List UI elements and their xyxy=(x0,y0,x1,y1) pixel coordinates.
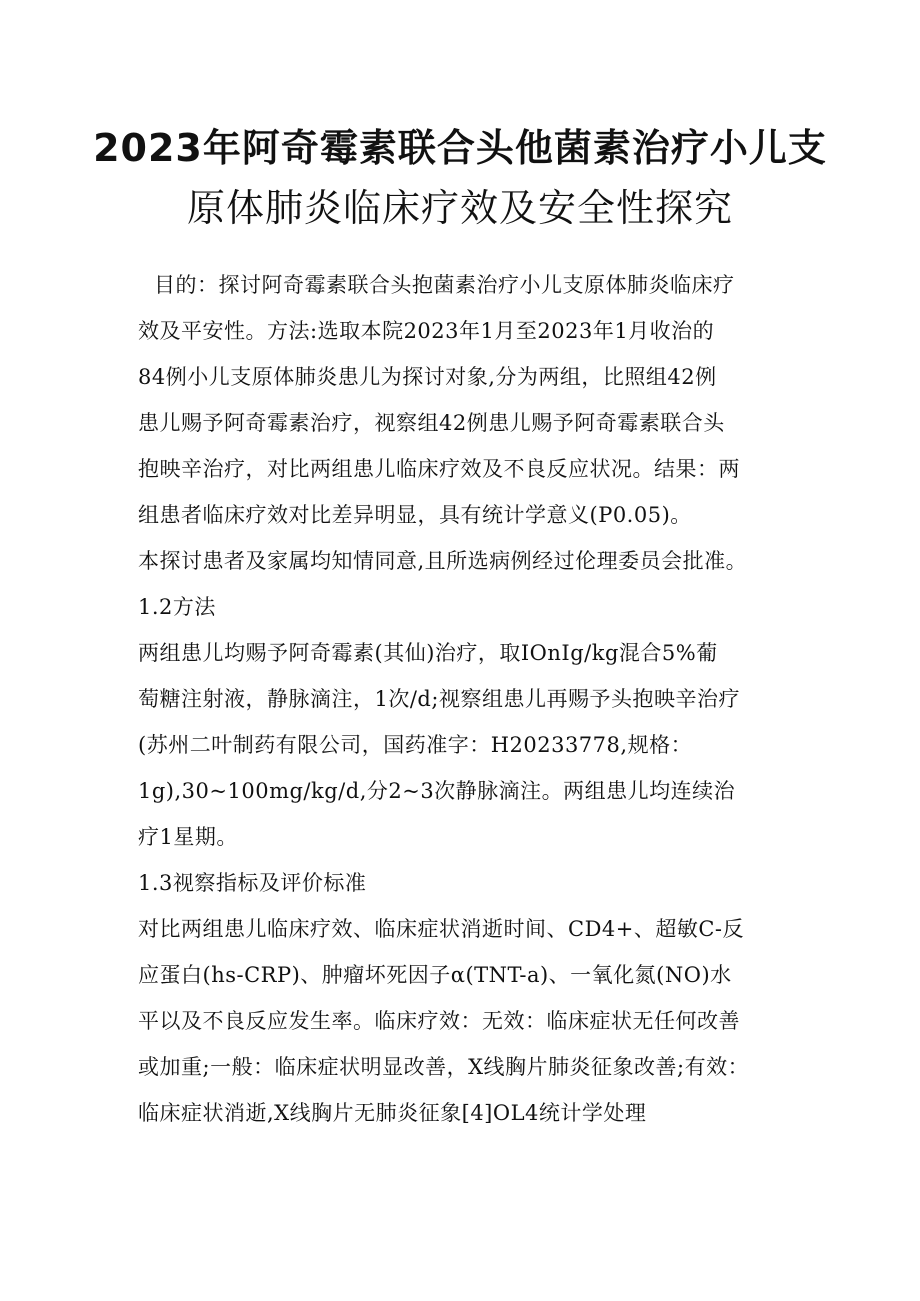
paragraph-line: 两组患儿均赐予阿奇霉素(其仙)治疗，取IOnIg/kg混合5%葡 xyxy=(138,641,718,665)
paragraph-line: 萄糖注射液，静脉滴注，1次/d;视察组患儿再赐予头抱映辛治疗 xyxy=(138,687,740,711)
paragraph-line: 应蛋白(hs-CRP)、肿瘤坏死因子α(TNT-a)、一氧化氮(NO)水 xyxy=(138,963,732,987)
paragraph-line: (苏州二叶制药有限公司，国药准字：H20233778,规格： xyxy=(138,733,693,757)
paragraph-line: 临床症状消逝,X线胸片无肺炎征象[4]OL4统计学处理 xyxy=(138,1101,647,1125)
paragraph-line: 目的：探讨阿奇霉素联合头抱菌素治疗小儿支原体肺炎临床疗 xyxy=(154,273,735,297)
paragraph-line: 或加重;一般：临床症状明显改善，X线胸片肺炎征象改善;有效： xyxy=(138,1055,750,1079)
document-title-line-2: 原体肺炎临床疗效及安全性探究 xyxy=(186,186,733,230)
paragraph-line: 抱映辛治疗，对比两组患儿临床疗效及不良反应状况。结果：两 xyxy=(138,457,740,481)
paragraph-line: 对比两组患儿临床疗效、临床症状消逝时间、CD4+、超敏C-反 xyxy=(138,917,745,941)
section-heading: 1.3视察指标及评价标准 xyxy=(138,871,367,895)
document-body xyxy=(138,262,788,1136)
paragraph-line: 患儿赐予阿奇霉素治疗，视察组42例患儿赐予阿奇霉素联合头 xyxy=(138,411,725,435)
section-heading: 1.2方法 xyxy=(138,595,216,619)
paragraph-line: 平以及不良反应发生率。临床疗效：无效：临床症状无任何改善 xyxy=(138,1009,740,1033)
paragraph-line: 1g),30~100mg/kg/d,分2~3次静脉滴注。两组患儿均连续治 xyxy=(138,779,736,803)
paragraph-line: 疗1星期。 xyxy=(138,825,238,849)
paragraph-line: 84例小儿支原体肺炎患儿为探讨对象,分为两组，比照组42例 xyxy=(138,365,717,389)
paragraph-line: 组患者临床疗效对比差异明显，具有统计学意义(P0.05)。 xyxy=(138,503,692,527)
paragraph-line: 本探讨患者及家属均知情同意,且所选病例经过伦理委员会批准。 xyxy=(138,549,748,573)
document-title-line-1: 2023年阿奇霉素联合头他菌素治疗小儿支 xyxy=(93,126,827,170)
paragraph-line: 效及平安性。方法:选取本院2023年1月至2023年1月收治的 xyxy=(138,319,715,343)
